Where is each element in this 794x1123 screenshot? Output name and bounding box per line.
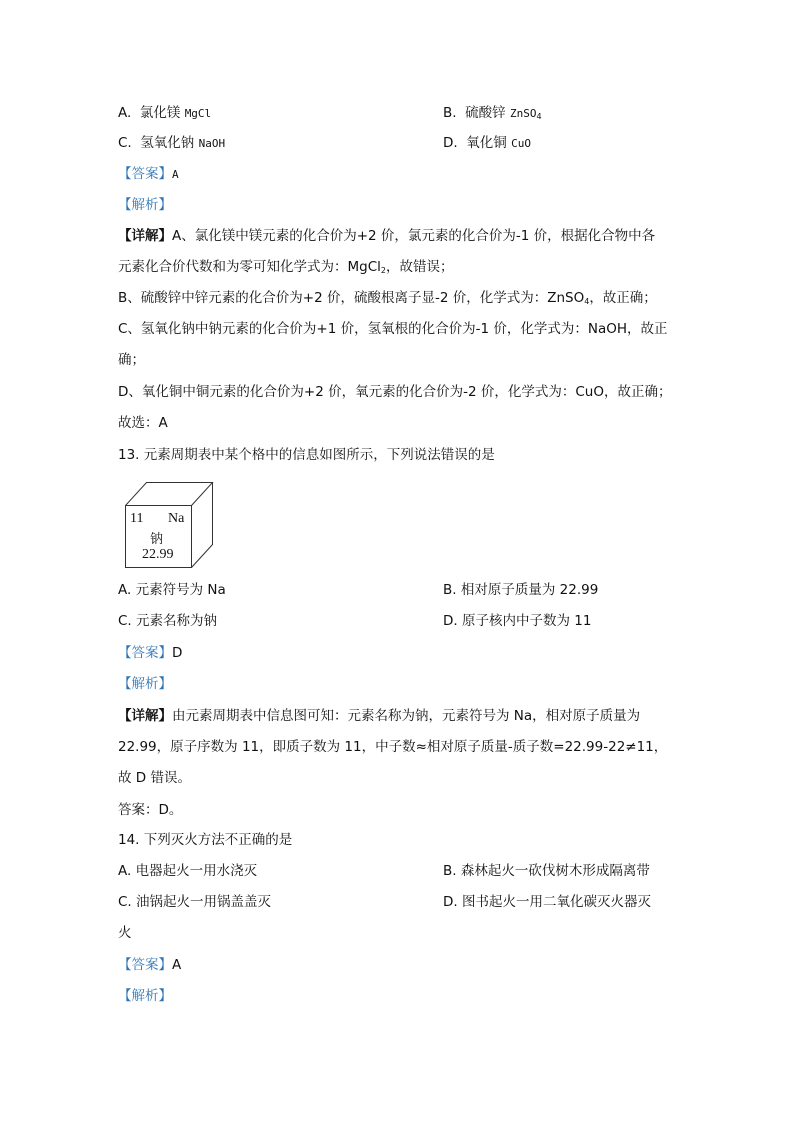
option-label: C. (118, 135, 132, 151)
answer-tag: 【答案】 (118, 645, 172, 661)
option-a (118, 103, 211, 124)
detail-text: ，故错误； (386, 259, 454, 275)
option-b: B. 相对原子质量为 22.99 (443, 582, 599, 598)
element-name: 钠 (150, 531, 164, 546)
option-text: 氢氧化钠 (140, 135, 199, 151)
option-c: C. 油锅起火一用锅盖盖灭 (118, 894, 272, 910)
option-text: 硫酸锌 (465, 105, 510, 121)
detail-text: 由元素周期表中信息图可知：元素名称为钠，元素符号为 Na，相对原子质量为 (172, 708, 641, 724)
detail-line (118, 706, 640, 726)
detail-line: 22.99，原子序数为 11，即质子数为 11，中子数≈相对原子质量-质子数=22.99-22≠11， (118, 739, 668, 755)
option-b (443, 103, 542, 127)
answer-value: A (172, 168, 179, 181)
detail-line: 故选：A (118, 415, 168, 431)
detail-text: 元素化合价代数和为零可知化学式为：MgCl (118, 259, 381, 275)
option-d-continuation: 火 (118, 925, 132, 941)
formula: MgCl (184, 107, 212, 120)
answer-tag: 【答案】 (118, 166, 172, 182)
detail-text: B、硫酸锌中锌元素的化合价为+2 价，硫酸根离子显-2 价，化学式为：ZnSO (118, 290, 585, 306)
subscript: 4 (584, 297, 590, 306)
detail-line: C、氢氧化钠中钠元素的化合价为+1 价，氢氧根的化合价为-1 价，化学式为：NaOH，故正 (118, 321, 668, 337)
option-label: A. (118, 105, 132, 121)
periodic-cell-figure (124, 481, 214, 569)
subscript: 2 (380, 266, 386, 275)
detail-line: 答案：D。 (118, 802, 183, 818)
answer-tag: 【答案】 (118, 957, 172, 973)
subscript: 4 (536, 112, 542, 121)
analysis-tag: 【解析】 (118, 676, 172, 692)
option-c: C. 元素名称为钠 (118, 613, 218, 629)
option-c (118, 133, 225, 154)
detail-text: ，故正确； (589, 290, 657, 306)
detail-line (118, 257, 454, 281)
answer-line (118, 643, 182, 663)
option-label: D. (443, 135, 458, 151)
option-d (443, 133, 531, 154)
option-text: 氧化铜 (466, 135, 512, 151)
formula: NaOH (198, 137, 226, 150)
question-stem: 14. 下列灭火方法不正确的是 (118, 832, 293, 848)
detail-line (118, 226, 655, 246)
atomic-number: 11 (130, 511, 144, 526)
formula: CuO (511, 137, 531, 150)
detail-line: 故 D 错误。 (118, 770, 191, 786)
answer-value: A (172, 957, 182, 973)
question-stem: 13. 元素周期表中某个格中的信息如图所示，下列说法错误的是 (118, 447, 495, 463)
option-a: A. 元素符号为 Na (118, 582, 226, 598)
atomic-mass: 22.99 (142, 547, 174, 562)
detail-line: 确； (118, 352, 145, 368)
formula: ZnSO (509, 107, 537, 120)
answer-value: D (172, 645, 183, 661)
detail-tag: 【详解】 (118, 708, 172, 724)
detail-line: D、氧化铜中铜元素的化合价为+2 价，氧元素的化合价为-2 价，化学式为：CuO，故正确； (118, 384, 672, 400)
option-d: D. 原子核内中子数为 11 (443, 613, 592, 629)
option-text: 氯化镁 (139, 105, 185, 121)
detail-text: A、氯化镁中镁元素的化合价为+2 价，氯元素的化合价为-1 价，根据化合物中各 (172, 228, 656, 244)
detail-line (118, 288, 657, 312)
analysis-tag: 【解析】 (118, 197, 172, 213)
detail-tag: 【详解】 (118, 228, 172, 244)
analysis-tag: 【解析】 (118, 988, 172, 1004)
option-d: D. 图书起火一用二氧化碳灭火器灭 (443, 894, 651, 910)
element-symbol: Na (168, 511, 185, 526)
answer-line (118, 164, 179, 185)
option-a: A. 电器起火一用水浇灭 (118, 863, 258, 879)
option-b: B. 森林起火一砍伐树木形成隔离带 (443, 863, 650, 879)
answer-line (118, 955, 181, 975)
option-label: B. (443, 105, 457, 121)
